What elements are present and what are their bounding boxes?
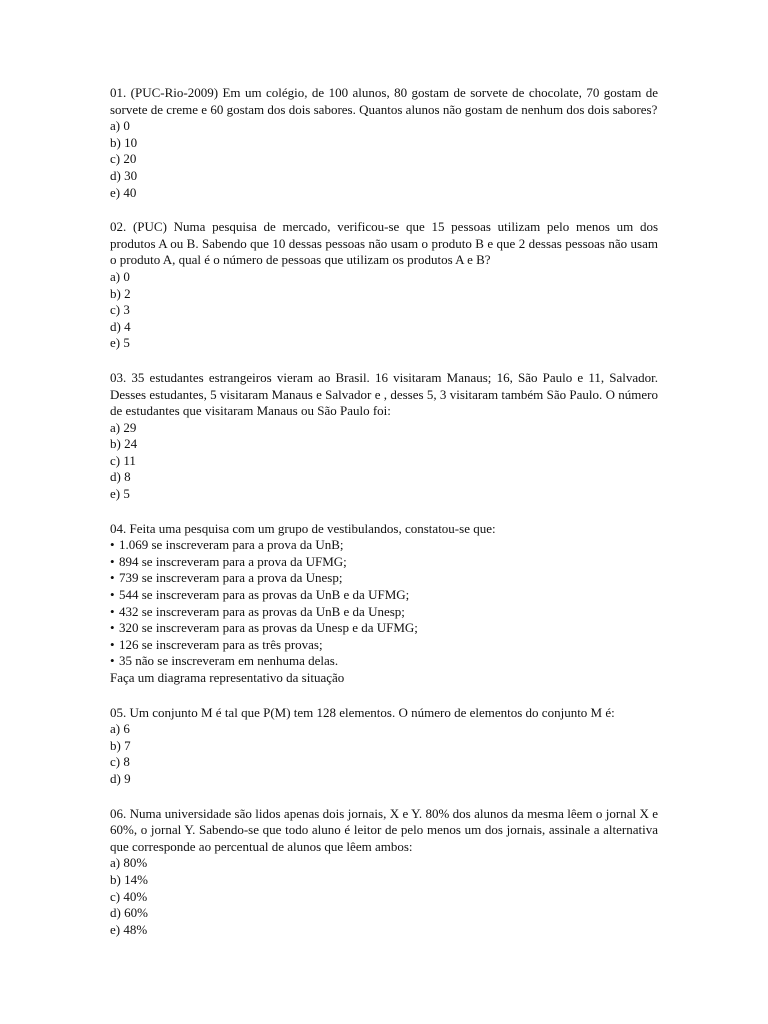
option-c: c) 11	[110, 452, 136, 468]
document-page	[110, 85, 658, 956]
question-04	[110, 521, 658, 687]
option-e: e) 40	[110, 184, 137, 200]
bullet-icon: •	[110, 620, 115, 636]
bullet-icon: •	[110, 603, 115, 619]
question-text: 06. Numa universidade são lidos apenas dois jornais, X e Y. 80% dos alunos da mesma lêem o jornal X e 60%, o jornal Y. Sabendo-se que todo aluno é leitor de pelo menos um dos jornais, assinale a alternativa que corresponde ao percentual de alunos que lêem ambos:	[110, 805, 658, 854]
bullet-item	[110, 570, 658, 587]
option-b: b) 14%	[110, 871, 148, 887]
option-d: d) 8	[110, 469, 131, 485]
bullet-icon: •	[110, 587, 115, 603]
option-b: b) 7	[110, 737, 131, 753]
question-text: 01. (PUC-Rio-2009) Em um colégio, de 100 alunos, 80 gostam de sorvete de chocolate, 70 gostam de sorvete de creme e 60 gostam dos dois sabores. Quantos alunos não gostam de nenhum dos dois sabores?	[110, 85, 658, 117]
bullet-item	[110, 604, 658, 621]
bullet-item	[110, 620, 658, 637]
bullet-icon: •	[110, 553, 115, 569]
question-text: 04. Feita uma pesquisa com um grupo de vestibulandos, constatou-se que:	[110, 520, 496, 536]
bullet-list	[110, 537, 658, 670]
bullet-text: 35 não se inscreveram em nenhuma delas.	[119, 653, 339, 669]
bullet-text: 320 se inscreveram para as provas da Unesp e da UFMG;	[119, 620, 418, 636]
option-e: e) 5	[110, 335, 130, 351]
bullet-icon: •	[110, 537, 115, 553]
bullet-text: 894 se inscreveram para a prova da UFMG;	[119, 553, 347, 569]
option-d: d) 4	[110, 318, 131, 334]
option-d: d) 60%	[110, 905, 148, 921]
question-05	[110, 705, 658, 788]
question-text: 05. Um conjunto M é tal que P(M) tem 128 elementos. O número de elementos do conjunto M é:	[110, 704, 615, 720]
option-b: b) 2	[110, 285, 131, 301]
answer-options	[110, 721, 658, 787]
question-03	[110, 370, 658, 503]
bullet-item	[110, 554, 658, 571]
bullet-text: 126 se inscreveram para as três provas;	[119, 636, 323, 652]
option-d: d) 9	[110, 770, 131, 786]
bullet-item	[110, 653, 658, 670]
bullet-icon: •	[110, 570, 115, 586]
bullet-text: 432 se inscreveram para as provas da UnB e da Unesp;	[119, 603, 405, 619]
option-a: a) 0	[110, 118, 130, 134]
bullet-text: 739 se inscreveram para a prova da Unesp;	[119, 570, 343, 586]
bullet-icon: •	[110, 653, 115, 669]
bullet-icon: •	[110, 636, 115, 652]
option-c: c) 40%	[110, 888, 148, 904]
option-a: a) 29	[110, 419, 137, 435]
option-c: c) 3	[110, 302, 130, 318]
question-06	[110, 806, 658, 939]
option-a: a) 80%	[110, 855, 148, 871]
answer-options	[110, 855, 658, 938]
answer-options	[110, 269, 658, 352]
question-02	[110, 219, 658, 352]
option-d: d) 30	[110, 167, 138, 183]
option-a: a) 0	[110, 268, 130, 284]
bullet-item	[110, 537, 658, 554]
option-e: e) 48%	[110, 921, 148, 937]
option-b: b) 10	[110, 134, 138, 150]
bullet-text: 544 se inscreveram para as provas da UnB e da UFMG;	[119, 587, 410, 603]
bullet-text: 1.069 se inscreveram para a prova da UnB;	[119, 537, 344, 553]
answer-options	[110, 118, 658, 201]
option-c: c) 8	[110, 754, 130, 770]
bullet-item	[110, 637, 658, 654]
option-b: b) 24	[110, 436, 138, 452]
option-c: c) 20	[110, 151, 137, 167]
question-text: 02. (PUC) Numa pesquisa de mercado, verificou-se que 15 pessoas utilizam pelo menos um dos produtos A ou B. Sabendo que 10 dessas pessoas não usam o produto B e que 2 dessas pessoas não usam o produto A, qual é o número de pessoas que utilizam os produtos A e B?	[110, 219, 658, 268]
question-01	[110, 85, 658, 201]
answer-options	[110, 420, 658, 503]
question-text: 03. 35 estudantes estrangeiros vieram ao Brasil. 16 visitaram Manaus; 16, São Paulo e 11, Salvador. Desses estudantes, 5 visitaram Manaus e Salvador e , desses 5, 3 visitaram também São Paulo. O número de estudantes que visitaram Manaus ou São Paulo foi:	[110, 369, 658, 419]
bullet-item	[110, 587, 658, 604]
option-e: e) 5	[110, 486, 130, 502]
option-a: a) 6	[110, 721, 130, 737]
question-instruction: Faça um diagrama representativo da situação	[110, 670, 345, 685]
